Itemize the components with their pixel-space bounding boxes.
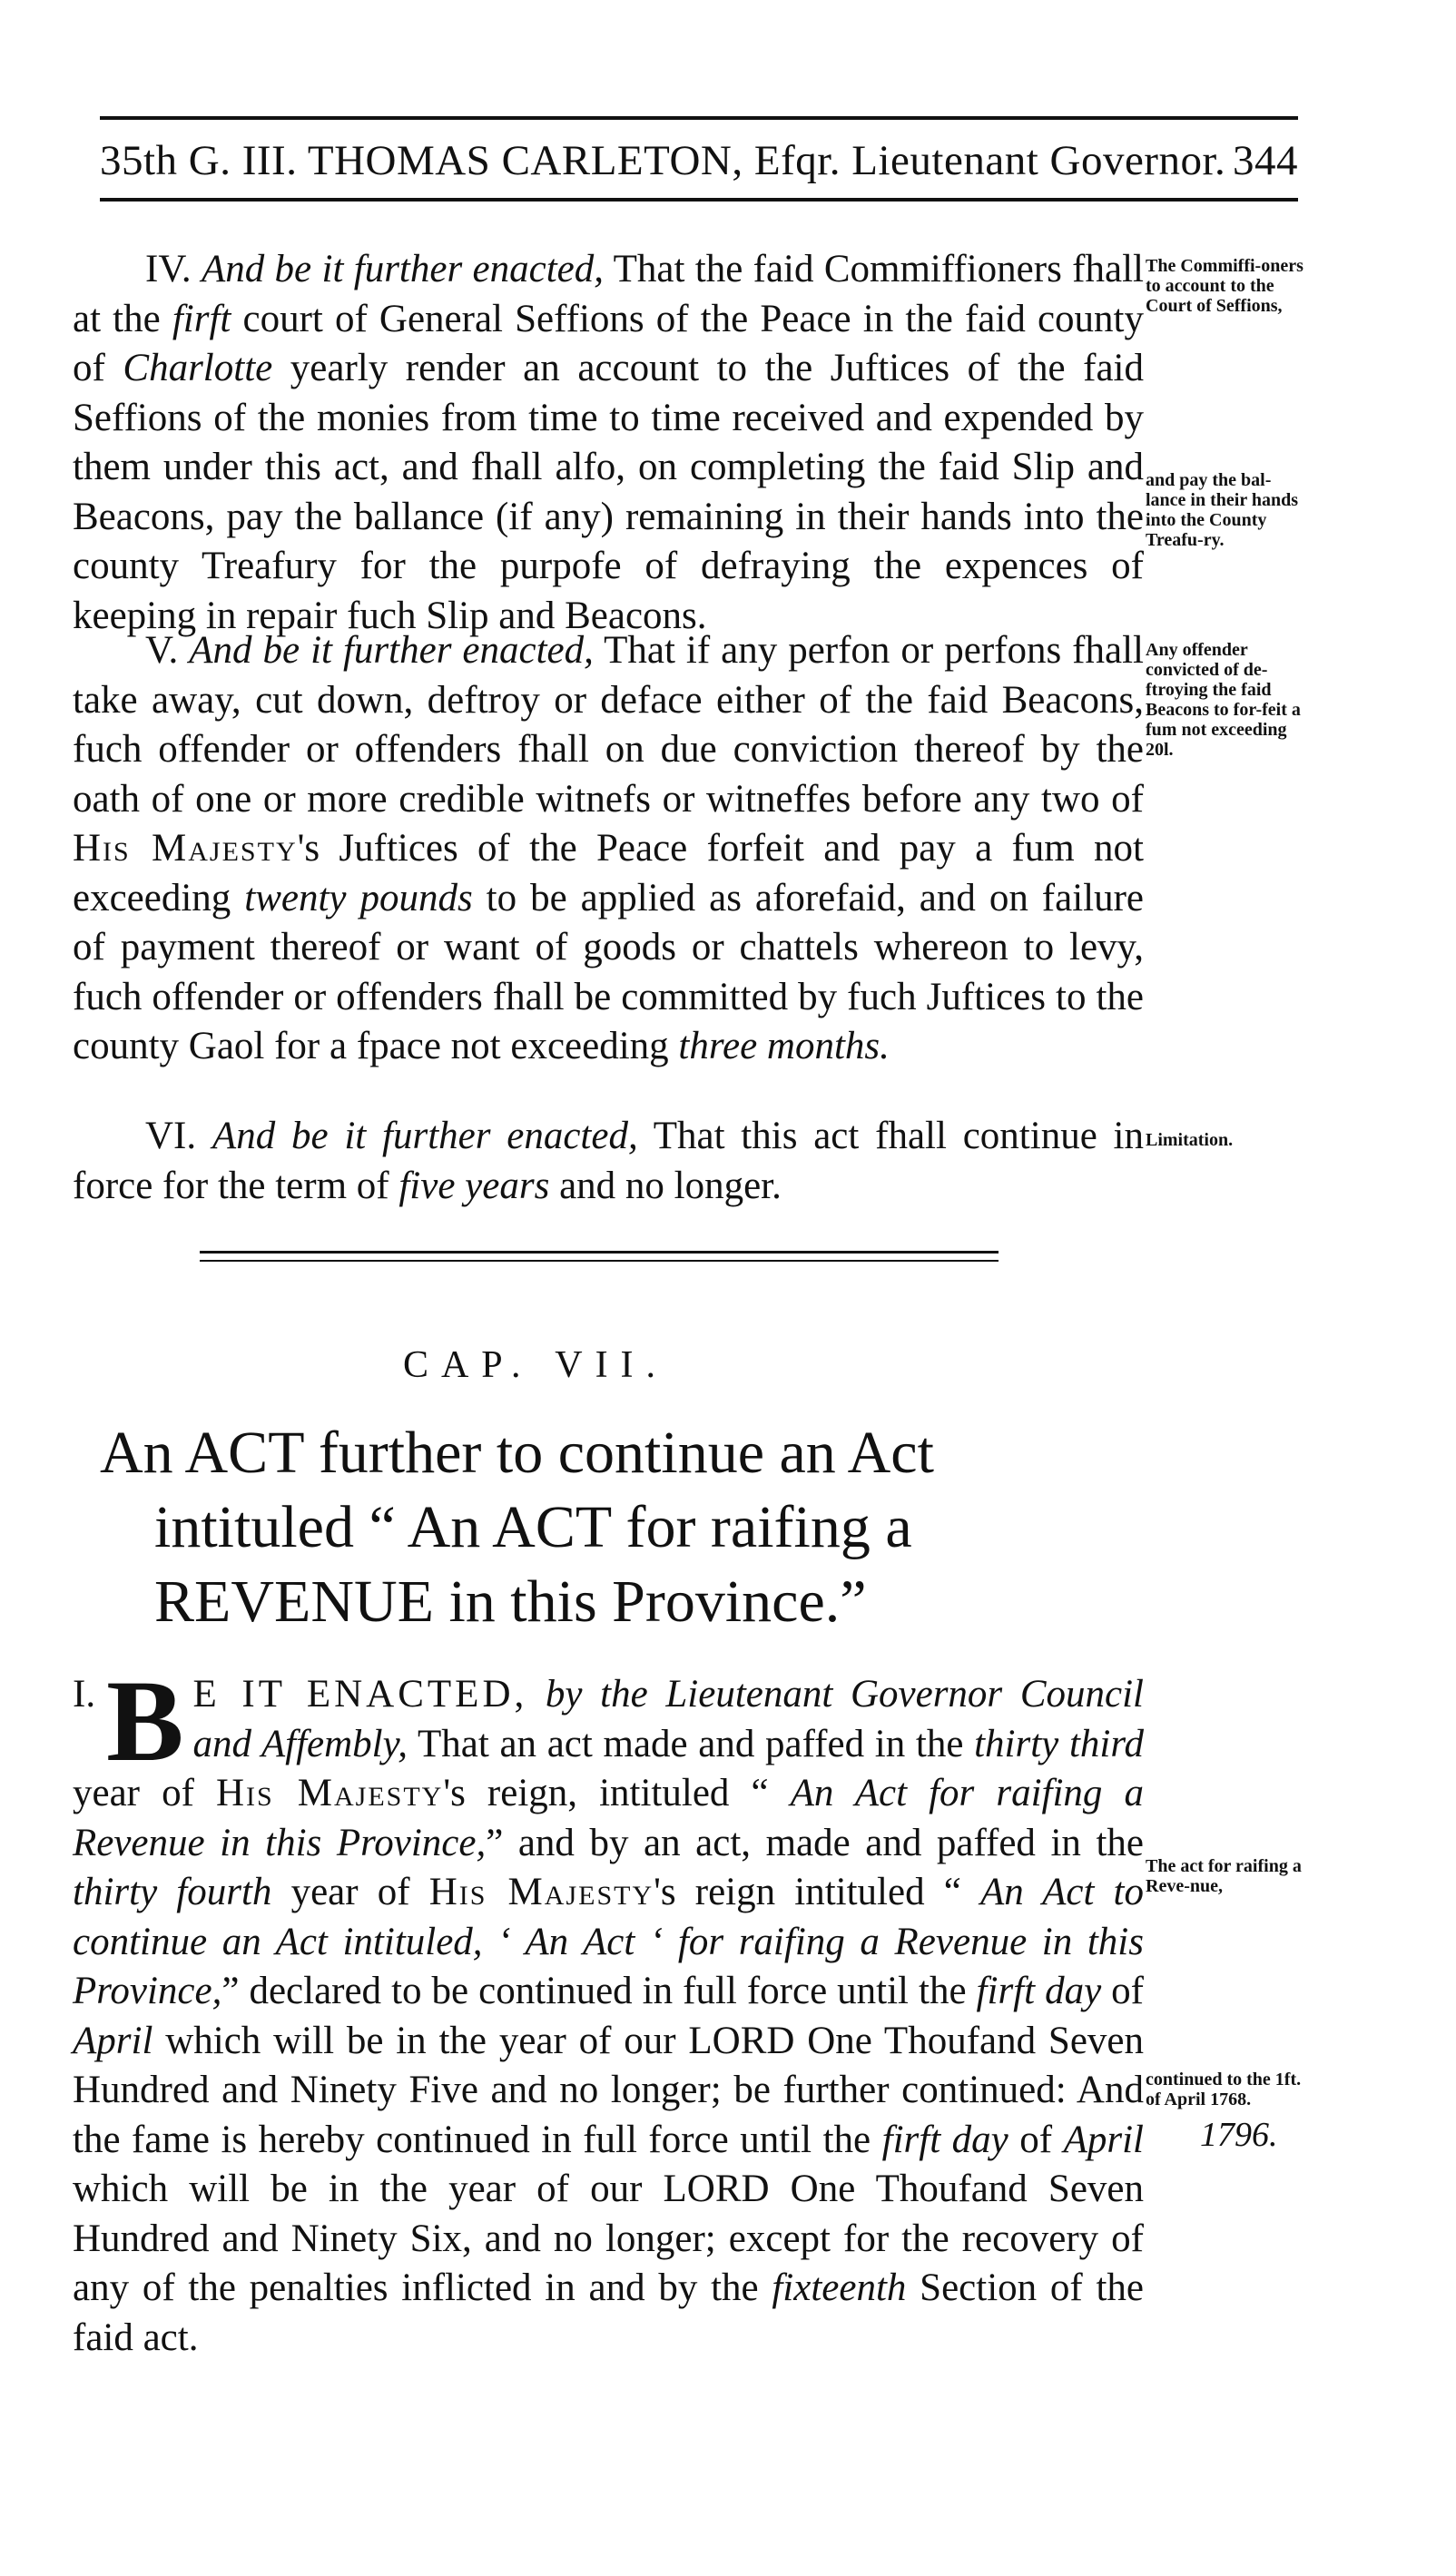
italic-term: thirty third (974, 1722, 1144, 1765)
body-text: ” and by an act, made and paffed in the (486, 1821, 1144, 1864)
italic-term: April (1063, 2118, 1145, 2161)
body-text: court of General Seffions of the Peace in the faid county of (73, 297, 1144, 389)
section-iv (73, 245, 1144, 641)
majesty: His Majesty (73, 827, 298, 870)
body-text: year of (73, 1772, 216, 1814)
body-text: 's reign intituled “ (654, 1871, 980, 1913)
section-v (73, 626, 1144, 1072)
majesty: His Majesty (428, 1871, 654, 1913)
section-number: VI. (145, 1115, 212, 1157)
section-number: I. (73, 1673, 96, 1716)
act-title-line-2: intituled “ An ACT for raifing a (154, 1494, 912, 1560)
body-text: of (1101, 1970, 1144, 2012)
body-text: 's Juftices of the Peace forfeit and pay a fum not exceeding (73, 827, 1144, 919)
italic-term: firft day (881, 2118, 1008, 2161)
margin-note-offender: Any offender convicted of de-ftroying the faid Beacons to for-feit a fum not exceeding 20l. (1146, 640, 1301, 760)
italic-term: twenty pounds (244, 876, 473, 919)
act-title-line-3: REVENUE in this Province.” (154, 1568, 867, 1635)
county-name: Charlotte (123, 347, 273, 389)
margin-note-continued: continued to the 1ft. of April 1768. (1146, 2070, 1302, 2109)
body-text: That the faid Commiffioners fhall at the (73, 248, 1144, 340)
act-title-line-1: An ACT further to continue an Act (100, 1420, 934, 1486)
enacting-clause: And be it further enacted, (201, 248, 605, 290)
chapter-heading: CAP. VII. (402, 1344, 669, 1386)
body-text: and no longer. (549, 1164, 782, 1207)
margin-note-balance: and pay the bal-lance in their hands into the County Treafu-ry. (1146, 470, 1298, 550)
separator-rule-top (200, 1251, 999, 1254)
body-text: year of (271, 1871, 429, 1913)
enacting-clause: E IT ENACTED, (192, 1673, 528, 1716)
majesty: His Majesty (215, 1772, 444, 1814)
italic-term: fixteenth (772, 2266, 907, 2309)
italic-term: thirty fourth (73, 1871, 272, 1913)
section-i (73, 1657, 1145, 2363)
body-text: 's reign, intituled “ (443, 1772, 791, 1814)
body-text: which will be in the year of our LORD One Thoufand Seven Hundred and Ninety Five and no longer; be further continued: And the fame is hereby continued in full force until the (73, 2019, 1144, 2161)
body-text: yearly render an account to the Juftices of the faid Seffions of the monies from time to time received and expended by them under this act, and fhall alfo, on completing the faid Slip and Beacons, pay the ballance (if any) remaining in their hands into the county Treafury for the purpofe of defraying the expences of keeping in repair fuch Slip and Beacons. (73, 347, 1144, 637)
body-text: which will be in the year of our LORD One Thoufand Seven Hundred and Ninety Six, and no longer; except for the recovery of any of the penalties inflicted in and by the (73, 2168, 1144, 2309)
separator-rule-bottom (200, 1260, 999, 1262)
section-vi (73, 1112, 1144, 1211)
body-text: That this act fhall continue in force for the term of (73, 1115, 1145, 1207)
enacting-clause: And be it further enacted, (189, 629, 594, 672)
body-text: ” declared to be continued in full force until the (221, 1970, 977, 2012)
italic-term: firft day (976, 1970, 1102, 2012)
margin-note-revenue-act: The act for raifing a Reve-nue, (1146, 1856, 1302, 1896)
body-text: Section of the faid act. (73, 2266, 1144, 2359)
page-number: 344 (1233, 137, 1298, 184)
drop-cap: B (106, 1657, 184, 1785)
italic-term: An Act to continue an Act intituled, ‘ An Act ‘ for raifing a Revenue in this Province, (73, 1871, 1144, 2012)
handwritten-year: 1796. (1200, 2116, 1278, 2154)
header-bottom-rule (100, 198, 1298, 202)
body-text: That an act made and paffed in the (408, 1722, 975, 1765)
body-text: That if any perfon or perfons fhall take away, cut down, deftroy or deface either of the faid Beacons, fuch offender or offenders fhall on due conviction thereof by the oath of one or more credible witnefs or witneffes before any two of (73, 629, 1144, 821)
italic-term: An Act for raifing a Revenue in this Province, (73, 1772, 1144, 1864)
section-number: IV. (145, 248, 202, 290)
italic-term: firft (172, 297, 231, 340)
italic-term: April (73, 2019, 153, 2062)
italic-term: three months. (678, 1025, 890, 1067)
margin-note-limitation: Limitation. (1146, 1130, 1234, 1150)
header-title: 35th G. III. THOMAS CARLETON, Efqr. Lieutenant Governor. (100, 137, 1226, 184)
italic-term: five years (398, 1164, 550, 1207)
section-number: V. (145, 629, 190, 672)
header-top-rule (100, 116, 1298, 120)
body-text: to be applied as aforefaid, and on failure of payment thereof or want of goods or chattels whereon to levy, fuch offender or offenders fhall be committed by fuch Juftices to the county Gaol for a fpace not exceeding (73, 876, 1144, 1067)
margin-note-account: The Commiffi-oners to account to the Court of Seffions, (1146, 256, 1304, 316)
italic-term: by the Lieutenant Governor Council and Affembly, (192, 1673, 1144, 1765)
act-title (100, 1416, 1117, 1639)
running-header (100, 136, 1298, 185)
enacting-clause: And be it further enacted, (212, 1115, 638, 1157)
body-text: of (1008, 2118, 1064, 2161)
